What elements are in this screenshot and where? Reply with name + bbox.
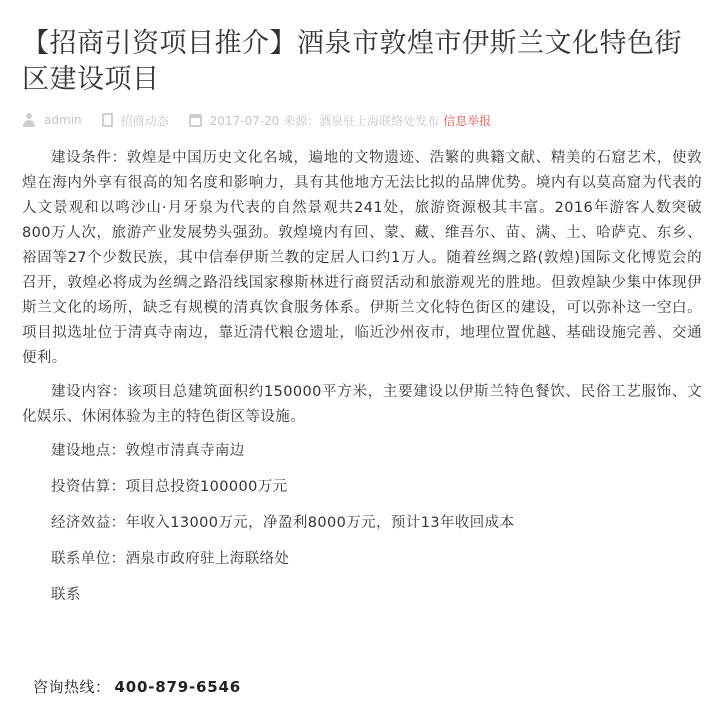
- paragraph-conditions: 建设条件：敦煌是中国历史文化名城，遍地的文物遗迹、浩繁的典籍文献、精美的石窟艺术，使敦煌在海内外享有很高的知名度和影响力，具有其他地方无法比拟的品牌优势。境内有以莫高窟为代表的人文景观和以鸣沙山·月牙泉为代表的自然景观共241处，旅游资源极其丰富。2016年游客人数突破800万人次，旅游产业发展势头强劲。敦煌境内有回、蒙、藏、维吾尔、苗、满、土、哈萨克、东乡、裕固等27个少数民族，其中信奉伊斯兰教的定居人口约1万人。随着丝绸之路(敦煌)国际文化博览会的召开，敦煌必将成为丝绸之路沿线国家穆斯林进行商贸活动和旅游观光的胜地。但敦煌缺少集中体现伊斯兰文化的场所，缺乏有规模的清真饮食服务体系。伊斯兰文化特色街区的建设，可以弥补这一空白。项目拟选址位于清真寺南边，靠近清代粮仓遗址，临近沙州夜市，地理位置优越、基础设施完善、交通便利。: [22, 150, 702, 366]
- document-icon: [102, 113, 113, 127]
- paragraph-investment: 投资估算：项目总投资100000万元: [51, 479, 288, 495]
- article-meta: [22, 108, 702, 132]
- hotline: [33, 676, 241, 697]
- article-title: 【招商引资项目推介】酒泉市敦煌市伊斯兰文化特色街区建设项目: [22, 28, 682, 95]
- meta-date-source-label: 2017-07-20 来源：酒泉驻上海联络处发布: [209, 113, 440, 128]
- meta-date-source: [189, 112, 492, 129]
- hotline-label: 咨询热线：: [33, 678, 111, 696]
- meta-author[interactable]: [22, 113, 82, 128]
- hotline-number[interactable]: 400-879-6546: [114, 678, 241, 696]
- paragraph-location: 建设地点：敦煌市清真寺南边: [51, 443, 245, 459]
- paragraph-content: 建设内容：该项目总建筑面积约150000平方米，主要建设以伊斯兰特色餐饮、民俗工艺服饰、文化娱乐、休闲体验为主的特色街区等设施。: [22, 384, 702, 425]
- calendar-icon: [189, 114, 202, 127]
- article-body: [22, 146, 702, 608]
- meta-category[interactable]: [102, 112, 169, 129]
- paragraph-contact-unit: 联系单位：酒泉市政府驻上海联络处: [51, 551, 290, 567]
- report-link[interactable]: 信息举报: [443, 113, 492, 128]
- user-icon: [22, 113, 36, 128]
- meta-author-label: admin: [44, 113, 82, 127]
- paragraph-benefit: 经济效益：年收入13000万元，净盈利8000万元，预计13年收回成本: [51, 515, 515, 531]
- meta-category-label: 招商动态: [120, 113, 169, 128]
- paragraph-contact: 联系: [51, 587, 81, 603]
